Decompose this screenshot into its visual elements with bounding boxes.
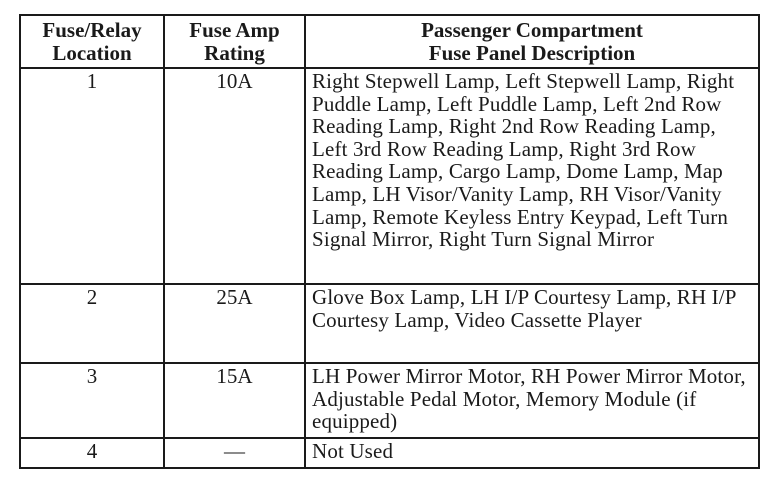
description-cell: LH Power Mirror Motor, RH Power Mirror Motor, Adjustable Pedal Motor, Memory Module (if equipped) (305, 363, 759, 438)
header-location-line-2: Location (52, 41, 132, 65)
description-cell: Right Stepwell Lamp, Left Stepwell Lamp, Right Puddle Lamp, Left Puddle Lamp, Left 2nd Row Reading Lamp, Right 2nd Row Reading Lamp, Left 3rd Row Reading Lamp, Right 3rd Row Reading Lamp, Cargo Lamp, Dome Lamp, Map Lamp, LH Visor/Vanity Lamp, RH Visor/Vanity Lamp, Remote Keyless Entry Keypad, Left Turn Signal Mirror, Right Turn Signal Mirror (305, 68, 759, 284)
fuse-table (19, 14, 760, 469)
location-cell: 4 (20, 438, 164, 468)
header-description-line-1: Passenger Compartment (421, 18, 643, 42)
location-cell: 1 (20, 68, 164, 284)
rating-cell: 10A (164, 68, 305, 284)
table-row (20, 438, 759, 468)
header-rating-line-2: Rating (204, 41, 265, 65)
header-location-line-1: Fuse/Relay (42, 18, 142, 42)
location-cell: 2 (20, 284, 164, 363)
header-row (20, 15, 759, 68)
rating-cell: 15A (164, 363, 305, 438)
header-rating (164, 15, 305, 68)
table-row (20, 363, 759, 438)
location-cell: 3 (20, 363, 164, 438)
header-rating-line-1: Fuse Amp (189, 18, 280, 42)
rating-cell: 25A (164, 284, 305, 363)
description-cell: Not Used (305, 438, 759, 468)
header-description (305, 15, 759, 68)
header-description-line-2: Fuse Panel Description (428, 41, 636, 65)
rating-cell: — (164, 438, 305, 468)
description-cell: Glove Box Lamp, LH I/P Courtesy Lamp, RH I/P Courtesy Lamp, Video Cassette Player (305, 284, 759, 363)
header-location (20, 15, 164, 68)
table-row (20, 284, 759, 363)
table-row (20, 68, 759, 284)
